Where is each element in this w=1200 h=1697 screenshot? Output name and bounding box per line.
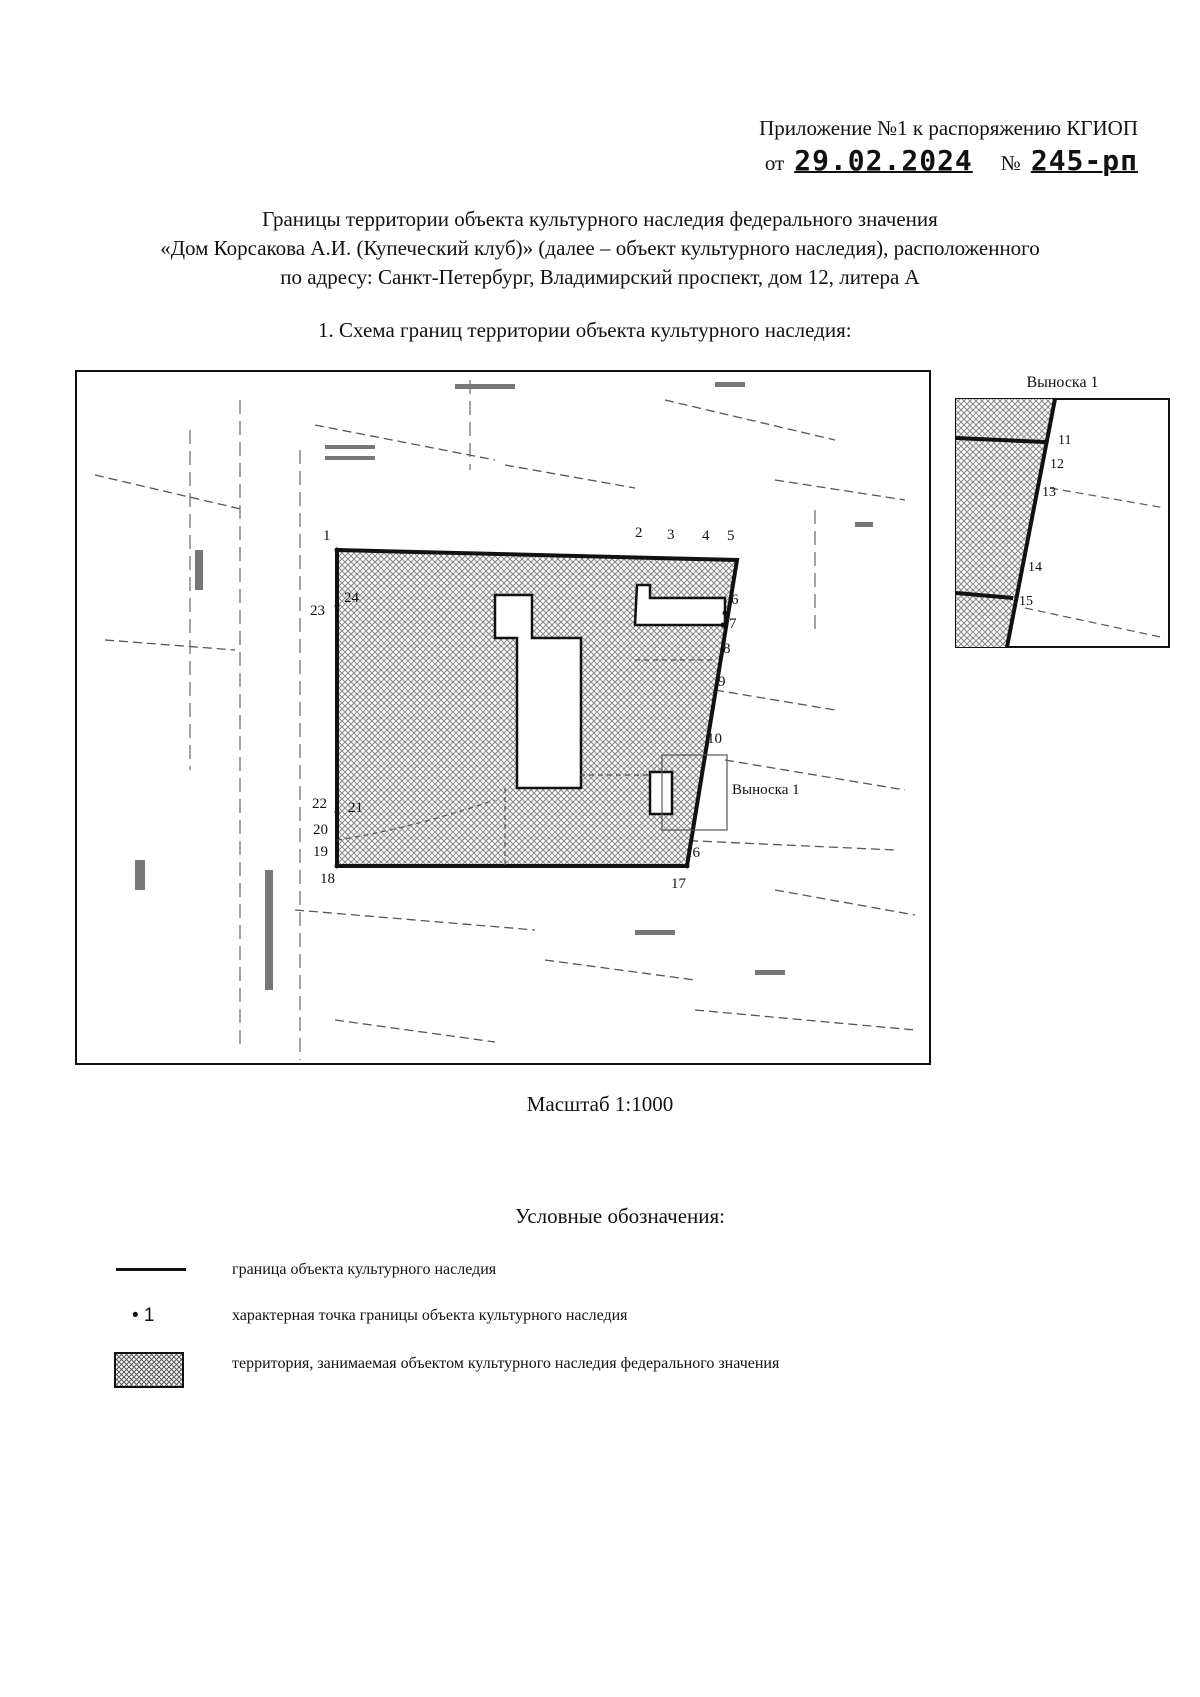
callout-title: Выноска 1 — [1026, 374, 1099, 391]
order-date: 29.02.2024 — [794, 144, 973, 177]
legend-point-symbol: • 1 — [132, 1305, 155, 1326]
legend-territory-label: территория, занимаемая объектом культурного наследия федерального значения — [232, 1355, 780, 1372]
callout-point-label-13: 13 — [1042, 485, 1056, 500]
boundary-point-23 — [335, 604, 340, 609]
point-label-20: 20 — [313, 822, 328, 838]
point-label-23: 23 — [310, 603, 325, 619]
callout-point-label-15: 15 — [1019, 594, 1033, 609]
legend-territory-hatch-icon — [114, 1352, 184, 1388]
point-label-3: 3 — [667, 527, 675, 543]
point-label-4: 4 — [702, 528, 710, 544]
point-label-8: 8 — [723, 641, 731, 657]
legend-point-label: характерная точка границы объекта культурного наследия — [232, 1307, 628, 1324]
from-label: от — [764, 151, 785, 175]
point-label-22: 22 — [312, 796, 327, 812]
point-label-19: 19 — [313, 844, 328, 860]
callout-point-label-11: 11 — [1058, 433, 1072, 448]
callout-point-label-14: 14 — [1028, 560, 1042, 575]
order-number: 245-рп — [1030, 144, 1138, 177]
boundary-point-7 — [721, 623, 726, 628]
point-label-18: 18 — [320, 871, 335, 887]
order-date-number — [765, 144, 1138, 177]
boundary-point-16 — [685, 864, 690, 869]
point-label-10: 10 — [707, 731, 722, 747]
callout-point-label-12: 12 — [1050, 457, 1064, 472]
point-label-6: 6 — [731, 592, 739, 608]
boundary-point-22 — [335, 810, 340, 815]
map-scale: Масштаб 1:1000 — [526, 1092, 674, 1116]
point-label-2: 2 — [635, 525, 643, 541]
callout-detail-map — [955, 398, 1170, 648]
point-label-21: 21 — [348, 800, 363, 816]
section-heading: 1. Схема границ территории объекта культурного наследия: — [318, 318, 852, 342]
point-label-5: 5 — [727, 528, 735, 544]
document-title-line-2: «Дом Корсакова А.И. (Купеческий клуб)» (далее – объект культурного наследия), расположенного — [160, 236, 1040, 260]
point-label-16: 16 — [685, 845, 700, 861]
point-label-17: 17 — [671, 876, 686, 892]
document-title-line-3: по адресу: Санкт-Петербург, Владимирский проспект, дом 12, литера А — [280, 265, 920, 289]
point-label-1: 1 — [323, 528, 331, 544]
document-title-line-1: Границы территории объекта культурного наследия федерального значения — [262, 207, 938, 231]
point-label-7: 7 — [729, 616, 737, 632]
legend-boundary-label: граница объекта культурного наследия — [232, 1261, 497, 1278]
point-label-24: 24 — [344, 590, 359, 606]
boundary-point-18 — [335, 864, 340, 869]
boundary-point-1 — [335, 548, 340, 553]
boundary-point-6 — [723, 611, 728, 616]
legend-boundary-line-icon — [116, 1268, 186, 1271]
boundary-scheme-map — [75, 370, 931, 1065]
appendix-header: Приложение №1 к распоряжению КГИОП — [759, 116, 1138, 140]
callout-map-label: Выноска 1 — [732, 782, 800, 798]
point-label-9: 9 — [718, 674, 726, 690]
number-label: № — [1000, 151, 1021, 175]
legend-title: Условные обозначения: — [514, 1204, 726, 1228]
